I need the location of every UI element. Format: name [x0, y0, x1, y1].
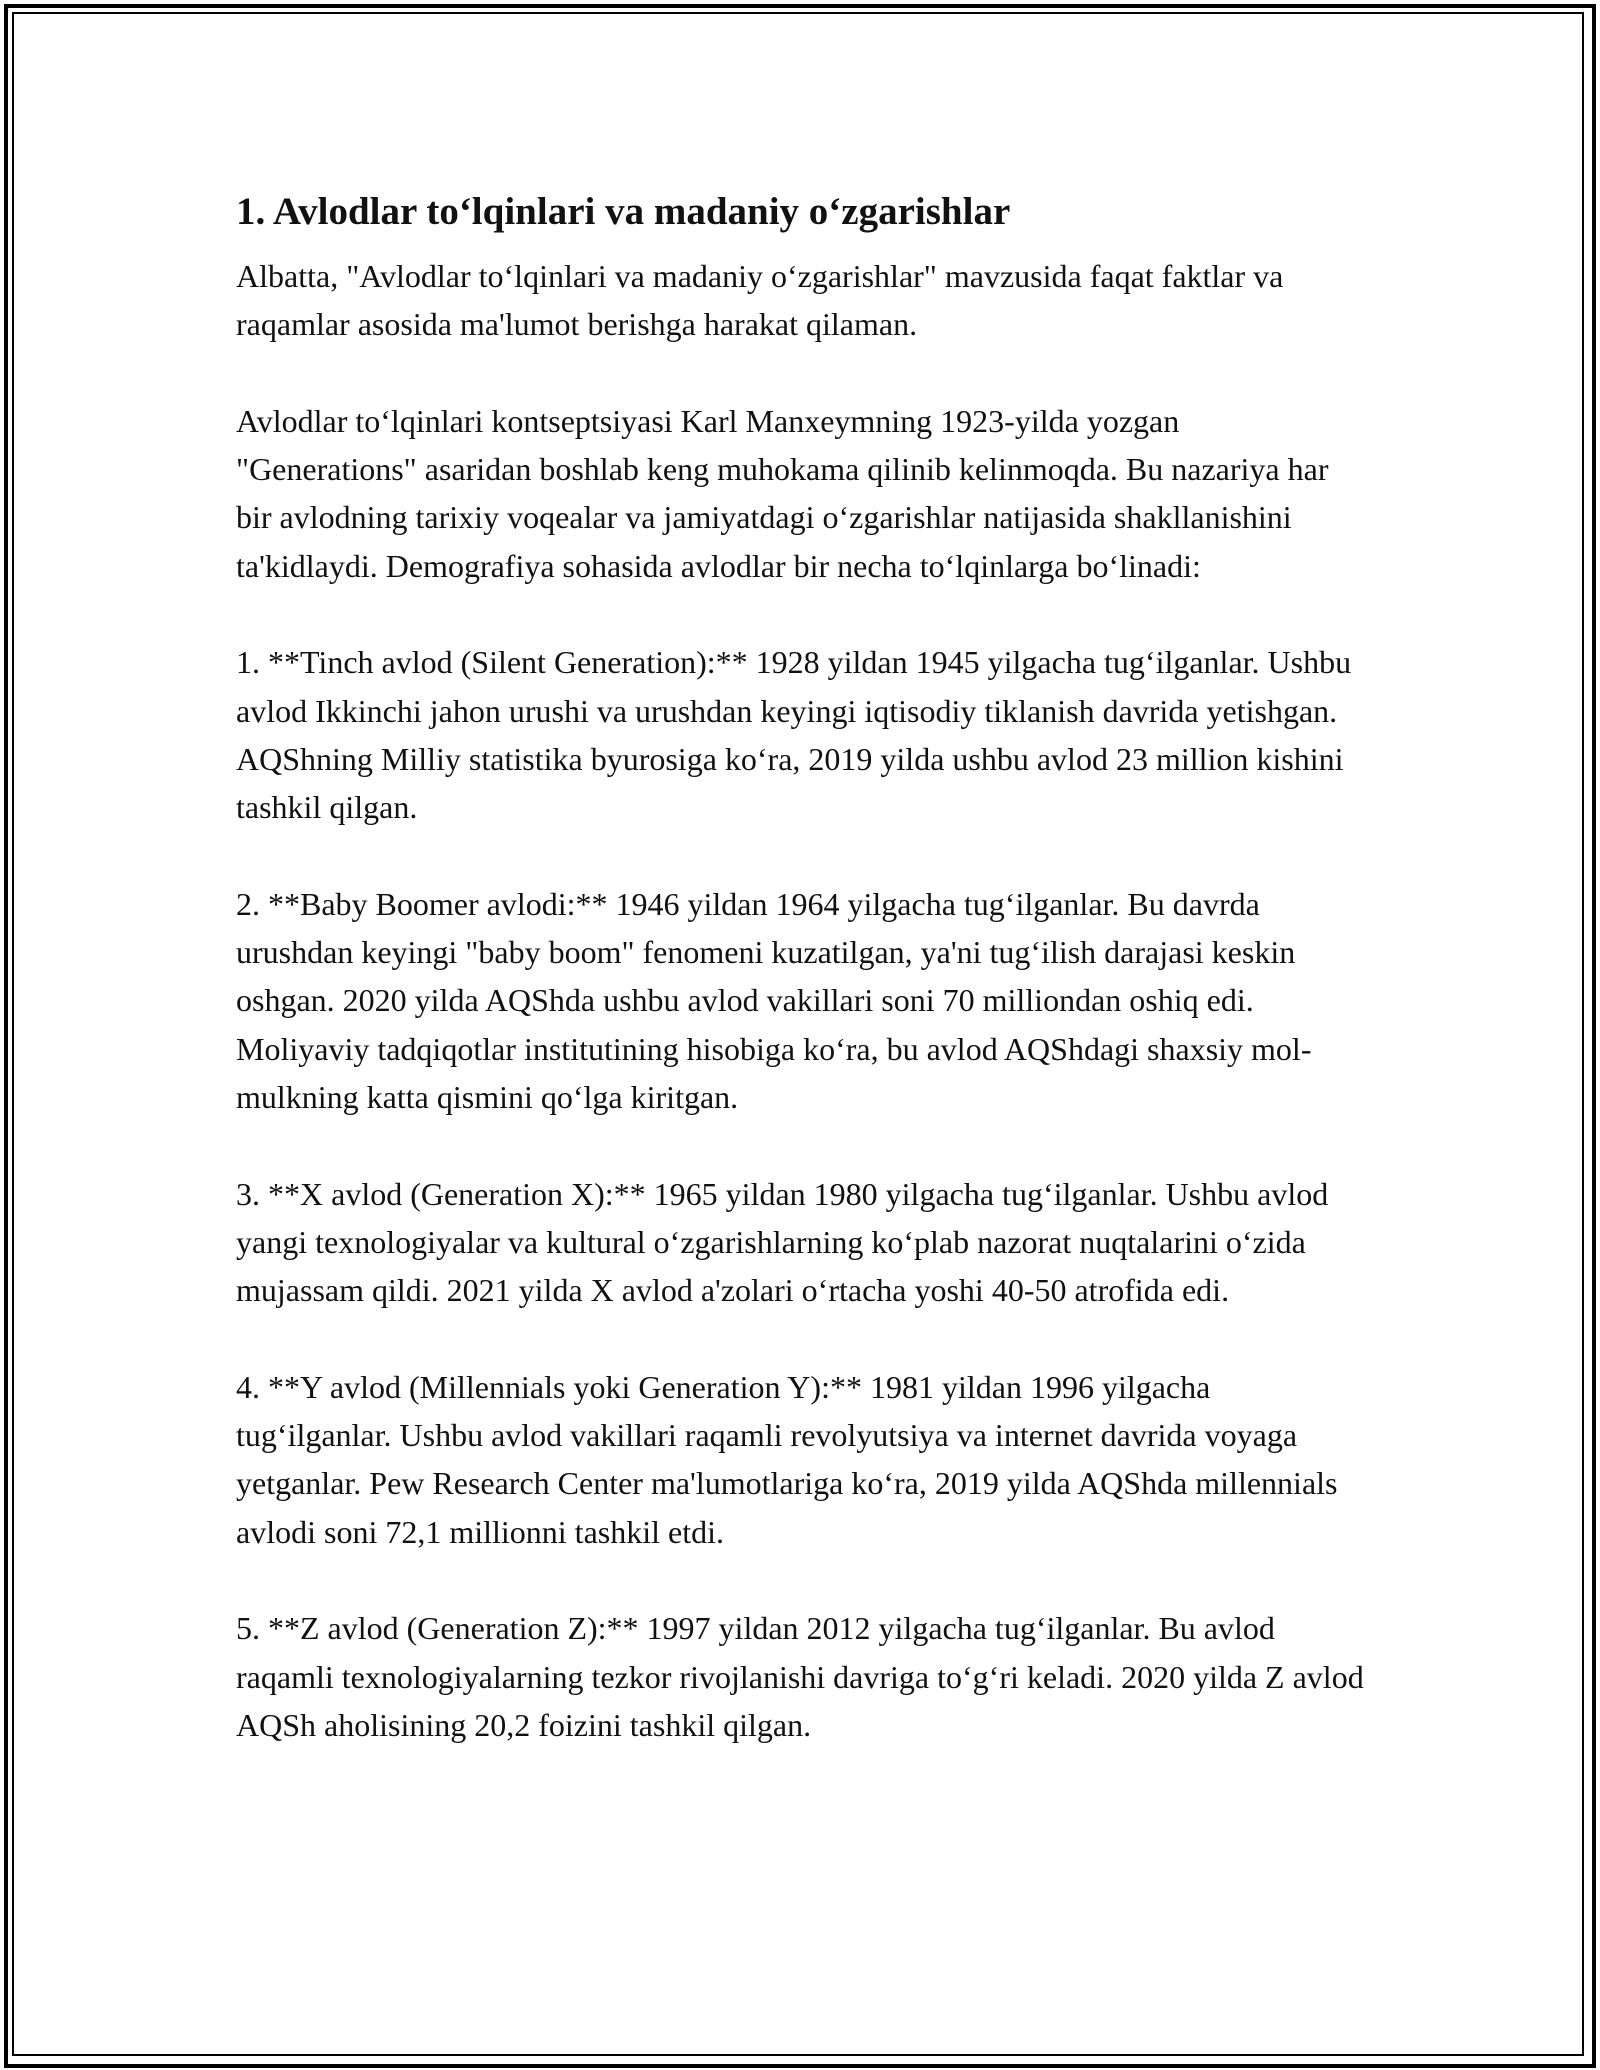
intro-paragraph: Albatta, "Avlodlar to‘lqinlari va madaniy o‘zgarishlar" mavzusida faqat faktlar va raqamlar asosida ma'lumot berishga harakat qilaman. [236, 258, 1284, 343]
concept-paragraph: Avlodlar to‘lqinlari kontseptsiyasi Karl Manxeymning 1923-yilda yozgan "Generations" asaridan boshlab keng muhokama qilinib kelinmoqda. Bu nazariya har bir avlodning tarixiy voqealar va jamiyatdagi o‘zgarishlar natijasida shakllanishini ta'kidlaydi. Demografiya sohasida avlodlar bir necha to‘lqinlarga bo‘linadi: [236, 402, 1329, 584]
generation-x-paragraph: 3. **X avlod (Generation X):** 1965 yildan 1980 yilgacha tug‘ilganlar. Ushbu avlod yangi texnologiyalar va kultural o‘zgarishlarning ko‘plab nazorat nuqtalarini o‘zida mujassam qildi. 2021 yilda X avlod a'zolari o‘rtacha yoshi 40-50 atrofida edi. [236, 1175, 1329, 1309]
generation-z-paragraph: 5. **Z avlod (Generation Z):** 1997 yildan 2012 yilgacha tug‘ilganlar. Bu avlod raqamli texnologiyalarning tezkor rivojlanishi davriga to‘g‘ri keladi. 2020 yilda Z avlod AQSh aholisining 20,2 foizini tashkil qilgan. [236, 1610, 1364, 1743]
baby-boomer-paragraph: 2. **Baby Boomer avlodi:** 1946 yildan 1964 yilgacha tug‘ilganlar. Bu davrda urushdan keyingi "baby boom" fenomeni kuzatilgan, ya'ni tug‘ilish darajasi keskin oshgan. 2020 yilda AQShda ushbu avlod vakillari soni 70 milliondan oshiq edi. Moliyaviy tadqiqotlar institutining hisobiga ko‘ra, bu avlod AQShdagi shaxsiy mol-mulkning katta qismini qo‘lga kiritgan. [236, 885, 1312, 1116]
document-body [236, 188, 1366, 1749]
document-title: 1. Avlodlar to‘lqinlari va madaniy o‘zgarishlar [236, 190, 1011, 233]
generation-y-paragraph: 4. **Y avlod (Millennials yoki Generation Y):** 1981 yildan 1996 yilgacha tug‘ilganlar. Ushbu avlod vakillari raqamli revolyutsiya va internet davrida voyaga yetganlar. Pew Research Center ma'lumotlariga ko‘ra, 2019 yilda AQShda millennials avlodi soni 72,1 millionni tashkil etdi. [236, 1368, 1338, 1550]
silent-generation-paragraph: 1. **Tinch avlod (Silent Generation):** 1928 yildan 1945 yilgacha tug‘ilganlar. Ushbu avlod Ikkinchi jahon urushi va urushdan keyingi iqtisodiy tiklanish davrida yetishgan. AQShning Milliy statistika byurosiga ko‘ra, 2019 yilda ushbu avlod 23 million kishini tashkil qilgan. [236, 644, 1352, 826]
